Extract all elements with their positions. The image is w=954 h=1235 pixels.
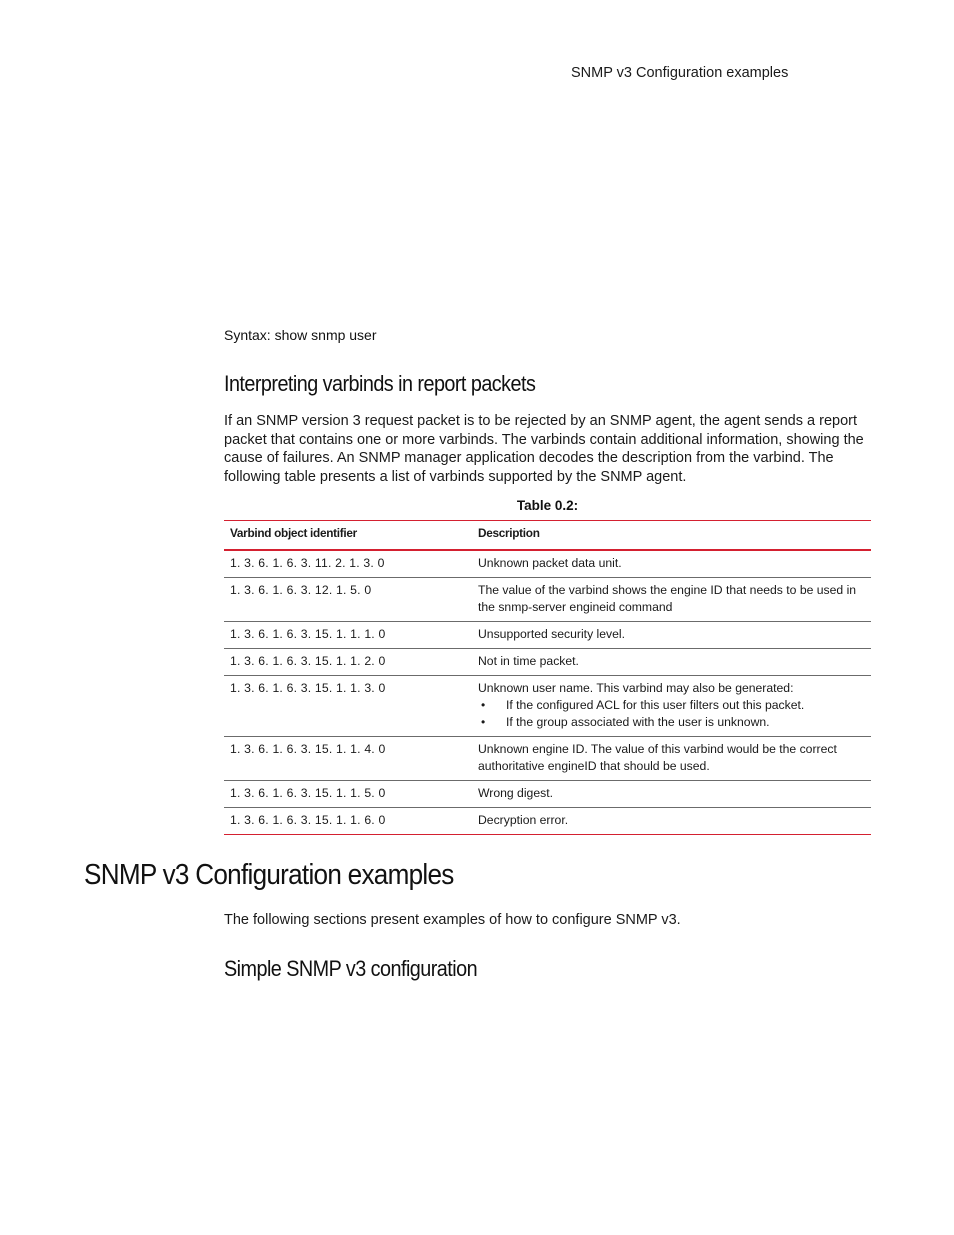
syntax-line: Syntax: show snmp user: [224, 327, 377, 343]
oid-cell: 1. 3. 6. 1. 6. 3. 15. 1. 1. 6. 0: [230, 813, 386, 827]
bullet-icon: •: [481, 715, 486, 729]
running-header: SNMP v3 Configuration examples: [571, 65, 789, 81]
description-cell: [472, 676, 871, 737]
table-row: [224, 622, 871, 649]
table-row: [224, 578, 871, 622]
description-cell: Unsupported security level.: [472, 622, 871, 649]
description-text: Unknown user name. This varbind may also be generated:: [478, 681, 794, 695]
bullet-item: [478, 714, 865, 731]
oid-cell: 1. 3. 6. 1. 6. 3. 11. 2. 1. 3. 0: [224, 550, 472, 578]
oid-cell: 1. 3. 6. 1. 6. 3. 12. 1. 5. 0: [224, 578, 472, 622]
description-cell: Unknown packet data unit.: [472, 550, 871, 578]
bullet-item: [478, 697, 865, 714]
heading-snmp-v3-config-examples: SNMP v3 Configuration examples: [84, 859, 454, 891]
description-cell: Not in time packet.: [472, 649, 871, 676]
column-header-description: Description: [472, 521, 871, 551]
bullet-text: If the group associated with the user is unknown.: [506, 715, 770, 729]
examples-intro-paragraph: The following sections present examples of how to configure SNMP v3.: [224, 912, 681, 928]
description-cell: Wrong digest.: [472, 781, 871, 808]
oid-cell: 1. 3. 6. 1. 6. 3. 15. 1. 1. 2. 0: [224, 649, 472, 676]
table-row: [224, 808, 871, 835]
bullet-text: If the configured ACL for this user filters out this packet.: [506, 698, 805, 712]
oid-cell: 1. 3. 6. 1. 6. 3. 15. 1. 1. 5. 0: [224, 781, 472, 808]
table-row: [224, 550, 871, 578]
varbinds-table: [224, 520, 871, 835]
table-header-row: [224, 521, 871, 551]
table-caption: Table 0.2:: [516, 498, 579, 513]
oid-cell: 1. 3. 6. 1. 6. 3. 15. 1. 1. 1. 0: [224, 622, 472, 649]
heading-simple-snmp-v3-config: Simple SNMP v3 configuration: [224, 956, 478, 981]
table-row: [224, 781, 871, 808]
bullet-list: [478, 697, 865, 731]
table-row: [224, 676, 871, 737]
heading-interpreting-varbinds: Interpreting varbinds in report packets: [224, 371, 536, 396]
varbinds-intro-paragraph: If an SNMP version 3 request packet is to be rejected by an SNMP agent, the agent sends a report packet that contains one or more varbinds. The varbinds contain additional information, showing the cause of failures. An SNMP manager application decodes the description from the varbind. The following table presents a list of varbinds supported by the SNMP agent.: [224, 413, 864, 485]
table-row: [224, 649, 871, 676]
oid-cell: 1. 3. 6. 1. 6. 3. 15. 1. 1. 3. 0: [224, 676, 472, 737]
description-cell: Unknown engine ID. The value of this varbind would be the correct authoritative engineID that should be used.: [472, 737, 871, 781]
table-row: [224, 737, 871, 781]
description-cell: The value of the varbind shows the engine ID that needs to be used in the snmp-server engineid command: [472, 578, 871, 622]
column-header-oid: Varbind object identifier: [224, 521, 472, 551]
bullet-icon: •: [481, 698, 486, 712]
oid-cell: 1. 3. 6. 1. 6. 3. 15. 1. 1. 4. 0: [224, 737, 472, 781]
description-cell: Decryption error.: [478, 813, 569, 827]
